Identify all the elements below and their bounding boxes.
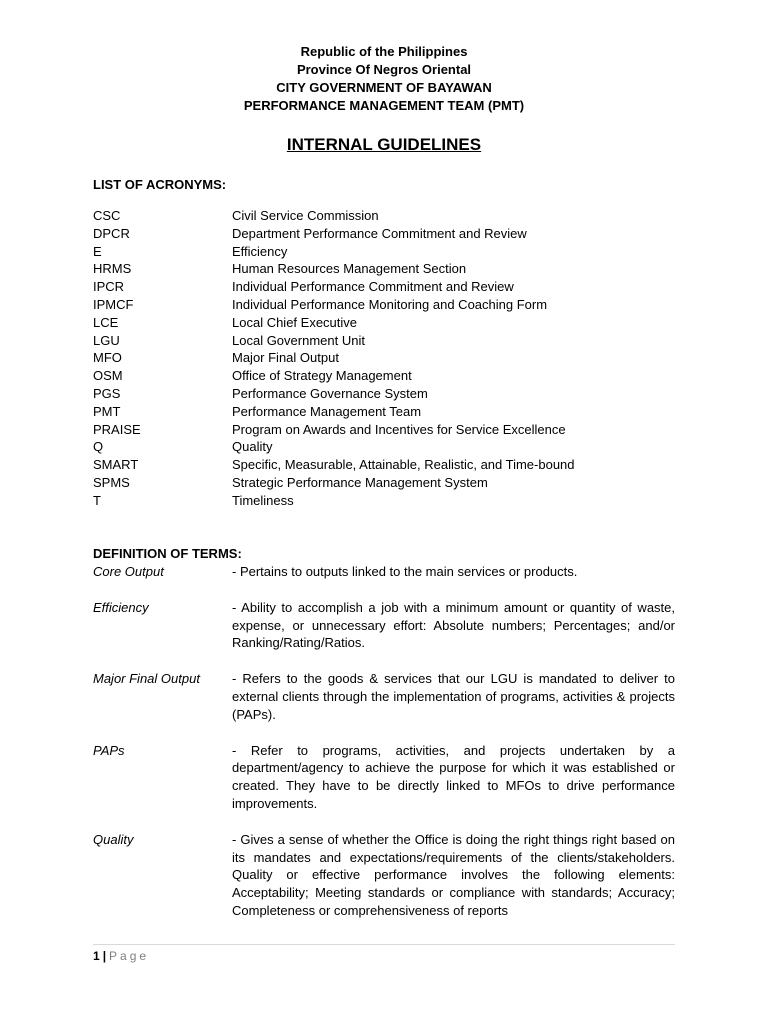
acronym-code: Q	[93, 439, 104, 455]
page-number: 1	[93, 949, 100, 963]
term-name: Efficiency	[93, 599, 149, 615]
header-line-city-government: CITY GOVERNMENT OF BAYAWAN	[276, 80, 492, 95]
definition-item	[93, 599, 675, 652]
definition-item	[93, 742, 675, 813]
acronym-code: SMART	[93, 457, 139, 473]
header-line-republic: Republic of the Philippines	[300, 44, 468, 59]
acronym-row	[93, 349, 683, 367]
definition-list	[93, 563, 675, 938]
acronym-row	[93, 403, 683, 421]
acronym-meaning: Human Resources Management Section	[232, 261, 467, 277]
footer-separator: |	[102, 949, 107, 963]
acronym-meaning: Individual Performance Commitment and Review	[232, 279, 514, 295]
acronym-row	[93, 438, 683, 456]
acronym-row	[93, 278, 683, 296]
acronym-meaning: Local Government Unit	[232, 332, 365, 348]
page-footer	[93, 948, 149, 964]
acronym-row	[93, 367, 683, 385]
acronym-code: PRAISE	[93, 421, 141, 437]
acronym-row	[93, 260, 683, 278]
acronym-row	[93, 474, 683, 492]
acronym-row	[93, 243, 683, 261]
acronym-code: OSM	[93, 368, 123, 384]
document-header	[0, 43, 768, 115]
acronym-code: DPCR	[93, 225, 130, 241]
acronym-code: PMT	[93, 403, 121, 419]
term-definition: - Pertains to outputs linked to the main services or products.	[232, 564, 578, 579]
acronym-code: IPMCF	[93, 296, 134, 312]
term-definition: - Refers to the goods & services that our LGU is mandated to deliver to external clients through the implementation of programs, activities & projects (PAPs).	[232, 671, 675, 722]
acronym-code: LGU	[93, 332, 120, 348]
acronym-meaning: Department Performance Commitment and Review	[232, 225, 527, 241]
acronym-meaning: Civil Service Commission	[232, 208, 379, 223]
acronym-code: T	[93, 492, 101, 508]
definition-item	[93, 831, 675, 920]
term-definition: - Ability to accomplish a job with a minimum amount or quantity of waste, expense, or unnecessary effort: Absolute numbers; Percentages; and/or Ranking/Rating/Ratios.	[232, 599, 675, 651]
header-line-pmt: PERFORMANCE MANAGEMENT TEAM (PMT)	[243, 98, 525, 113]
acronym-row	[93, 207, 683, 225]
acronym-meaning: Office of Strategy Management	[232, 368, 412, 384]
acronym-row	[93, 314, 683, 332]
acronym-meaning: Timeliness	[232, 492, 294, 508]
acronym-meaning: Strategic Performance Management System	[232, 474, 488, 490]
header-line-province: Province Of Negros Oriental	[296, 62, 472, 77]
acronym-meaning: Quality	[232, 439, 273, 455]
acronym-row	[93, 456, 683, 474]
acronym-list	[93, 207, 683, 510]
acronym-meaning: Local Chief Executive	[232, 314, 358, 330]
terms-heading: DEFINITION OF TERMS:	[93, 546, 242, 561]
acronym-code: E	[93, 243, 102, 259]
acronym-meaning: Major Final Output	[232, 350, 339, 366]
acronym-code: MFO	[93, 350, 122, 366]
page-title: INTERNAL GUIDELINES	[286, 135, 482, 154]
definition-item	[93, 563, 675, 581]
acronym-code: LCE	[93, 314, 119, 330]
page-label: Page	[109, 949, 150, 963]
acronym-meaning: Individual Performance Monitoring and Coaching Form	[232, 296, 548, 312]
acronym-code: HRMS	[93, 261, 132, 277]
acronym-meaning: Specific, Measurable, Attainable, Realistic, and Time-bound	[232, 457, 575, 473]
acronym-row	[93, 421, 683, 439]
acronym-meaning: Performance Governance System	[232, 385, 428, 401]
acronym-row	[93, 492, 683, 510]
acronym-row	[93, 385, 683, 403]
term-definition: - Refer to programs, activities, and projects undertaken by a department/agency to achieve the purpose for which it was established or created. They have to be directly linked to MFOs to drive performance improvements.	[232, 742, 675, 811]
acronym-row	[93, 296, 683, 314]
acronym-code: PGS	[93, 385, 121, 401]
acronym-row	[93, 332, 683, 350]
term-name: Major Final Output	[93, 671, 200, 687]
acronyms-heading: LIST OF ACRONYMS:	[93, 177, 227, 192]
term-name: Core Output	[93, 564, 164, 579]
term-definition: - Gives a sense of whether the Office is doing the right things right based on its mandates and expectations/requirements of the clients/stakeholders. Quality or effective performance involves the following elements: Acceptability; Meeting standards or compliance with standards; Accuracy; Completeness or comprehensiveness of reports	[232, 831, 675, 918]
term-name: PAPs	[93, 742, 125, 758]
acronym-code: CSC	[93, 208, 121, 223]
acronym-code: SPMS	[93, 474, 130, 490]
term-name: Quality	[93, 831, 134, 847]
acronym-meaning: Program on Awards and Incentives for Service Excellence	[232, 421, 566, 437]
definition-item	[93, 670, 675, 723]
acronym-meaning: Efficiency	[232, 243, 288, 259]
acronym-row	[93, 225, 683, 243]
footer-divider	[93, 944, 675, 945]
acronym-code: IPCR	[93, 279, 125, 295]
acronym-meaning: Performance Management Team	[232, 403, 422, 419]
